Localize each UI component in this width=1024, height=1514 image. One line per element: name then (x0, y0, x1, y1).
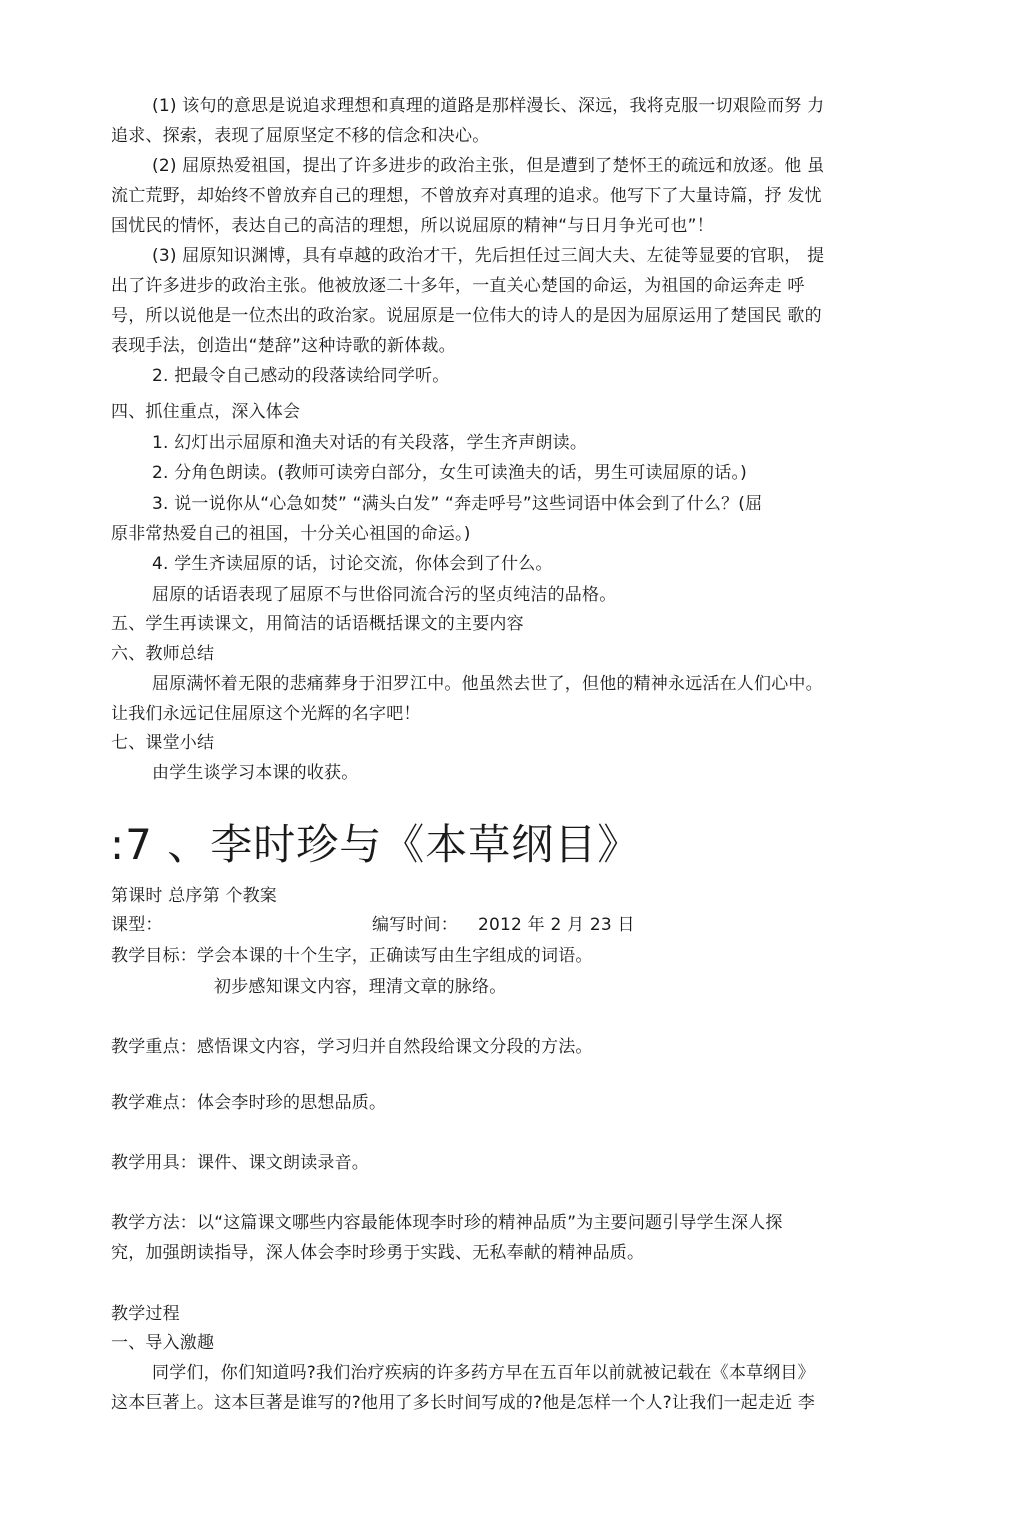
intro-heading: 一、导入激趣 (111, 1333, 215, 1353)
lesson-date-label: 编写时间： (372, 915, 458, 935)
section-7-heading: 七、课堂小结 (111, 733, 215, 753)
section-4-heading: 四、抓住重点，深入体会 (111, 402, 301, 422)
teaching-goal-line-1: 教学目标：学会本课的十个生字，正确读写由生字组成的词语。 (111, 946, 593, 966)
lesson-type-label: 课型： (111, 915, 163, 935)
section-7-text: 由学生谈学习本课的收获。 (152, 763, 359, 783)
paragraph-1-line-2: 追求、探索，表现了屈原坚定不移的信念和决心。 (111, 126, 490, 146)
teaching-goal-line-2: 初步感知课文内容，理清文章的脉络。 (214, 977, 507, 997)
paragraph-3-line-3: 号，所以说他是一位杰出的政治家。说屈原是一位伟大的诗人的是因为屈原运用了楚国民 歌的 (111, 306, 822, 326)
lesson-date-value: 2012 年 2 月 23 日 (478, 915, 635, 935)
paragraph-2-line-2: 流亡荒野，却始终不曾放弃自己的理想，不曾放弃对真理的追求。他写下了大量诗篇，抒 发忧 (111, 186, 822, 206)
section-6-line-1: 屈原满怀着无限的悲痛葬身于汨罗江中。他虽然去世了，但他的精神永远活在人们心中。 (152, 674, 823, 694)
intro-line-1: 同学们，你们知道吗?我们治疗疾病的许多药方早在五百年以前就被记载在《本草纲目》 (152, 1363, 815, 1383)
intro-line-2: 这本巨著上。这本巨著是谁写的?他用了多长时间写成的?他是怎样一个人?让我们一起走近 李 (111, 1393, 816, 1413)
lesson-title: :7 、李时珍与《本草纲目》 (110, 820, 641, 869)
paragraph-3-line-1: (3) 屈原知识渊博，具有卓越的政治才干，先后担任过三闾大夫、左徒等显要的官职， 提 (152, 246, 825, 266)
section-4-item-3-line-1: 3. 说一说你从“心急如焚” “满头白发” “奔走呼号”这些词语中体会到了什么？(屈 (152, 494, 763, 514)
paragraph-3-line-4: 表现手法，创造出“楚辞”这种诗歌的新体裁。 (111, 336, 456, 356)
item-2: 2. 把最令自己感动的段落读给同学听。 (152, 366, 450, 386)
paragraph-3-line-2: 出了许多进步的政治主张。他被放逐二十多年，一直关心楚国的命运，为祖国的命运奔走 呼 (111, 276, 805, 296)
teaching-difficulty: 教学难点：体会李时珍的思想品质。 (111, 1093, 387, 1113)
section-6-heading: 六、教师总结 (111, 644, 215, 664)
paragraph-2-line-1: (2) 屈原热爱祖国，提出了许多进步的政治主张，但是遭到了楚怀王的疏远和放逐。他 虽 (152, 156, 825, 176)
teaching-focus: 教学重点：感悟课文内容，学习归并自然段给课文分段的方法。 (111, 1037, 593, 1057)
section-5-heading: 五、学生再读课文，用简洁的话语概括课文的主要内容 (111, 614, 524, 634)
section-4-item-2: 2. 分角色朗读。(教师可读旁白部分，女生可读渔夫的话，男生可读屈原的话。) (152, 463, 747, 483)
paragraph-1-line-1: (1) 该句的意思是说追求理想和真理的道路是那样漫长、深远，我将克服一切艰险而努 力 (152, 96, 825, 116)
lesson-meta: 第课时 总序第 个教案 (111, 886, 278, 906)
teaching-tools: 教学用具：课件、课文朗读录音。 (111, 1153, 369, 1173)
section-4-note: 屈原的话语表现了屈原不与世俗同流合污的坚贞纯洁的品格。 (152, 585, 617, 605)
teaching-method-line-2: 究，加强朗读指导，深人体会李时珍勇于实践、无私奉献的精神品质。 (111, 1243, 645, 1263)
teaching-method-line-1: 教学方法：以“这篇课文哪些内容最能体现李时珍的精神品质”为主要问题引导学生深人探 (111, 1213, 783, 1233)
section-4-item-3-line-2: 原非常热爱自己的祖国，十分关心祖国的命运。) (111, 524, 471, 544)
section-4-item-4: 4. 学生齐读屈原的话，讨论交流，你体会到了什么。 (152, 554, 553, 574)
paragraph-2-line-3: 国忧民的情怀，表达自己的高洁的理想，所以说屈原的精神“与日月争光可也”！ (111, 216, 714, 236)
teaching-process-heading: 教学过程 (111, 1304, 180, 1324)
section-6-line-2: 让我们永远记住屈原这个光辉的名字吧！ (111, 704, 421, 724)
section-4-item-1: 1. 幻灯出示屈原和渔夫对话的有关段落，学生齐声朗读。 (152, 433, 588, 453)
